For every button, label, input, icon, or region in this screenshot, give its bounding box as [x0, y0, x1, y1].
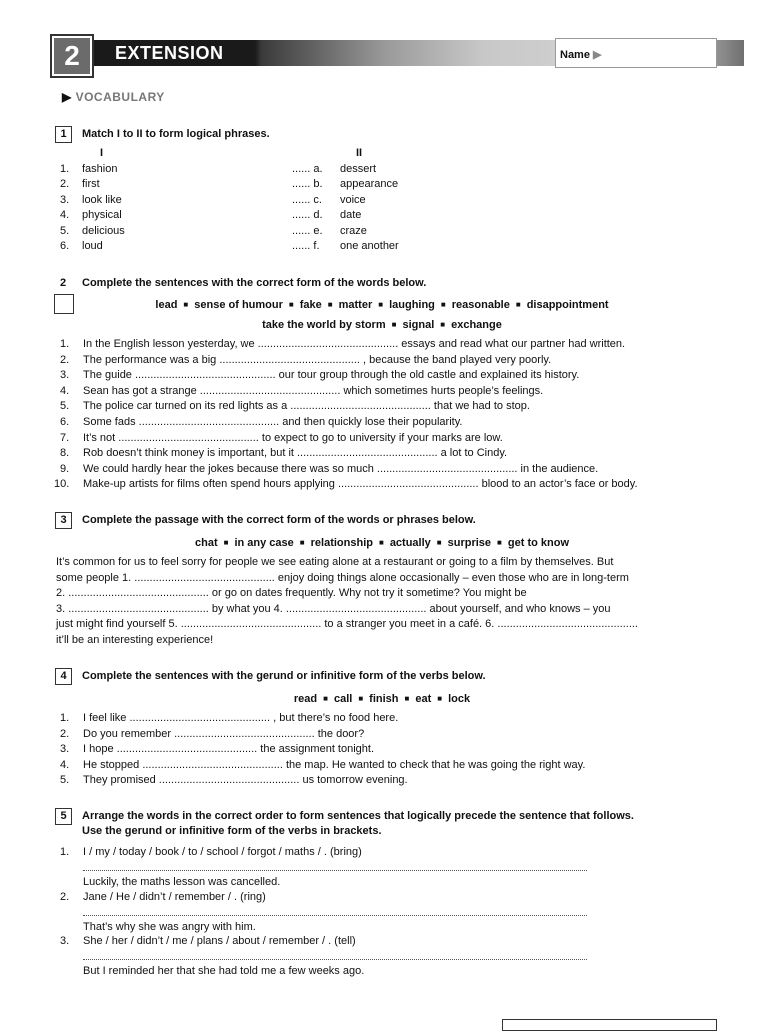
match-right: one another — [340, 240, 399, 252]
word-bank-item: call — [333, 693, 353, 705]
word-bank — [92, 319, 672, 331]
exercise-number: 3 — [55, 512, 72, 529]
sentence: The performance was a big .............................................. , because the band played very poorly. — [83, 353, 552, 366]
item-number: 2. — [60, 178, 70, 191]
answer-blank[interactable]: ...... c. — [292, 193, 322, 206]
word-bank-item: laughing — [389, 299, 435, 311]
word-bank-item: actually — [389, 537, 431, 549]
follow-sentence: But I reminded her that she had told me a few weeks ago. — [83, 965, 365, 977]
exercise-number: 1 — [55, 126, 72, 143]
word-prompt: She / her / didn’t / me / plans / about / remember / . (tell) — [83, 935, 356, 947]
bullet-square-icon: ■ — [299, 538, 305, 547]
answer-blank[interactable]: ...... b. — [292, 178, 323, 191]
item-number: 2. — [60, 727, 70, 740]
follow-sentence: Luckily, the maths lesson was cancelled. — [83, 876, 281, 888]
name-label: Name ▶ — [560, 49, 602, 61]
answer-blank[interactable]: ...... f. — [292, 240, 320, 252]
passage-line: some people 1. .............................................. enjoy doing things alone occasionally – even those who are in long-term — [56, 571, 629, 584]
item-number: 10. — [54, 478, 70, 491]
word-bank-item: lead — [155, 299, 178, 311]
word-bank-item: sense of humour — [194, 299, 283, 311]
sentence: The police car turned on its red lights as a .............................................. that we had to stop. — [83, 400, 530, 413]
sentence: He stopped .............................................. the map. He wanted to check that he was going the right way. — [83, 758, 586, 771]
answer-line[interactable] — [83, 870, 587, 871]
bullet-square-icon: ■ — [323, 694, 328, 703]
word-bank — [92, 537, 672, 549]
sentence: In the English lesson yesterday, we .............................................. essays and read what our partner had written. — [83, 338, 626, 350]
item-number: 5. — [60, 400, 70, 413]
match-right: voice — [340, 193, 366, 206]
word-bank — [92, 299, 672, 311]
word-bank — [92, 693, 672, 705]
word-bank-item: in any case — [234, 537, 294, 549]
item-number: 1. — [60, 163, 70, 175]
word-bank-item: fake — [299, 299, 322, 311]
item-number: 3. — [60, 935, 70, 947]
match-right: date — [340, 209, 362, 222]
item-number: 1. — [60, 338, 70, 350]
column-heading: II — [356, 147, 363, 159]
sentence: Do you remember .............................................. the door? — [83, 727, 365, 740]
word-bank-item: eat — [415, 693, 432, 705]
sentence: I feel like .............................................. , but there’s no food here. — [83, 712, 399, 724]
unit-number-badge: 2 — [52, 36, 92, 76]
item-number: 5. — [60, 774, 70, 787]
bullet-square-icon: ■ — [288, 300, 294, 309]
bullet-square-icon: ■ — [515, 300, 521, 309]
item-number: 8. — [60, 447, 70, 460]
bullet-square-icon: ■ — [436, 538, 442, 547]
word-bank-item: reasonable — [451, 299, 510, 311]
match-right: dessert — [340, 163, 377, 175]
score-box[interactable] — [54, 294, 74, 314]
bullet-square-icon: ■ — [378, 300, 384, 309]
exercise-title: Complete the sentences with the gerund or infinitive form of the verbs below. — [82, 670, 486, 682]
word-bank-item: matter — [338, 299, 373, 311]
exercise-title: Complete the passage with the correct form of the words or phrases below. — [82, 514, 476, 526]
item-number: 3. — [60, 743, 70, 756]
item-number: 2. — [60, 890, 70, 903]
sentence: They promised .............................................. us tomorrow evening. — [83, 774, 408, 787]
sentence: We could hardly hear the jokes because there was so much .............................................. in the audience. — [83, 462, 599, 475]
word-bank-item: finish — [369, 693, 399, 705]
passage-line: 2. .............................................. or go on dates frequently. Why not try it sometime? You might be — [56, 587, 527, 600]
sentence: It’s not .............................................. to expect to go to university if your marks are low. — [83, 431, 503, 444]
word-bank-item: get to know — [507, 537, 569, 549]
sentence: Sean has got a strange .............................................. which sometimes hurts people’s feelings. — [83, 384, 544, 397]
word-bank-item: signal — [402, 319, 435, 331]
match-right: appearance — [340, 178, 399, 191]
answer-blank[interactable]: ...... a. — [292, 163, 323, 175]
item-number: 6. — [60, 416, 70, 428]
bullet-square-icon: ■ — [440, 320, 446, 329]
bullet-square-icon: ■ — [183, 300, 189, 309]
sentence: Some fads .............................................. and then quickly lose their popularity. — [83, 416, 463, 428]
bullet-square-icon: ■ — [497, 538, 502, 547]
answer-line[interactable] — [83, 959, 587, 960]
word-prompt: Jane / He / didn’t / remember / . (ring) — [83, 890, 266, 903]
word-bank-item: chat — [194, 537, 218, 549]
match-left: delicious — [82, 224, 125, 237]
item-number: 4. — [60, 384, 70, 397]
answer-line[interactable] — [83, 915, 587, 916]
passage-line: It’s common for us to feel sorry for people we see eating alone at a restaurant or going to a film by themselves. But — [56, 556, 614, 568]
match-right: craze — [340, 224, 367, 237]
sentence: I hope .............................................. the assignment tonight. — [83, 743, 375, 756]
bullet-square-icon: ■ — [378, 538, 384, 547]
item-number: 5. — [60, 224, 70, 237]
answer-blank[interactable]: ...... e. — [292, 224, 323, 237]
item-number: 2. — [60, 353, 70, 366]
bullet-square-icon: ■ — [440, 300, 446, 309]
bullet-square-icon: ■ — [404, 694, 410, 703]
passage-line: just might find yourself 5. .............................................. to a stranger you meet in a café. 6. .............................................. — [56, 618, 638, 631]
word-bank-item: exchange — [451, 319, 502, 331]
bullet-square-icon: ■ — [437, 694, 443, 703]
triangle-right-icon: ▶ — [62, 90, 72, 104]
exercise-title: Match I to II to form logical phrases. — [82, 128, 270, 140]
match-left: physical — [82, 209, 122, 222]
item-number: 3. — [60, 193, 70, 206]
item-number: 4. — [60, 758, 70, 771]
word-bank-item: take the world by storm — [262, 319, 386, 331]
exercise-number: 4 — [55, 668, 72, 685]
arrow-right-icon: ▶ — [593, 49, 602, 61]
item-number: 7. — [60, 431, 70, 444]
item-number: 9. — [60, 462, 70, 475]
word-bank-item: read — [293, 693, 318, 705]
page-title: EXTENSION — [115, 43, 224, 63]
item-number: 3. — [60, 369, 70, 382]
passage-line: it’ll be an interesting experience! — [56, 634, 214, 646]
answer-blank[interactable]: ...... d. — [292, 209, 323, 222]
match-left: first — [82, 178, 100, 191]
bullet-square-icon: ■ — [223, 538, 229, 547]
match-left: loud — [82, 240, 103, 252]
word-bank-item: disappointment — [526, 299, 609, 311]
item-number: 6. — [60, 240, 70, 252]
item-number: 1. — [60, 712, 70, 724]
word-bank-item: surprise — [447, 537, 492, 549]
exercise-number: 2 — [60, 277, 67, 289]
exercise-title: Complete the sentences with the correct form of the words below. — [82, 277, 427, 289]
sentence: Rob doesn’t think money is important, but it .............................................. a lot to Cindy. — [83, 447, 508, 460]
exercise-title: Use the gerund or infinitive form of the verbs in brackets. — [82, 825, 382, 837]
word-bank-item: relationship — [310, 537, 373, 549]
passage-line: 3. .............................................. by what you 4. .............................................. about yourself, and who knows – you — [56, 602, 611, 615]
column-heading: I — [100, 147, 104, 159]
bullet-square-icon: ■ — [391, 320, 397, 329]
item-number: 4. — [60, 209, 70, 222]
follow-sentence: That’s why she was angry with him. — [83, 920, 256, 933]
exercise-number: 5 — [55, 808, 72, 825]
item-number: 1. — [60, 846, 70, 858]
bullet-square-icon: ■ — [327, 300, 333, 309]
bullet-square-icon: ■ — [358, 694, 364, 703]
word-bank-item: lock — [448, 693, 471, 705]
exercise-title: Arrange the words in the correct order to form sentences that logically precede the sentence that follows. — [82, 810, 634, 822]
section-heading: ▶ VOCABULARY — [62, 90, 165, 104]
score-box — [502, 1019, 717, 1031]
match-left: fashion — [82, 163, 118, 175]
word-prompt: I / my / today / book / to / school / forgot / maths / . (bring) — [83, 846, 362, 858]
sentence: Make-up artists for films often spend hours applying .............................................. blood to an actor’s face or body. — [83, 478, 638, 491]
sentence: The guide .............................................. our tour group through the old castle and explained its history. — [83, 369, 580, 382]
match-left: look like — [82, 193, 122, 206]
